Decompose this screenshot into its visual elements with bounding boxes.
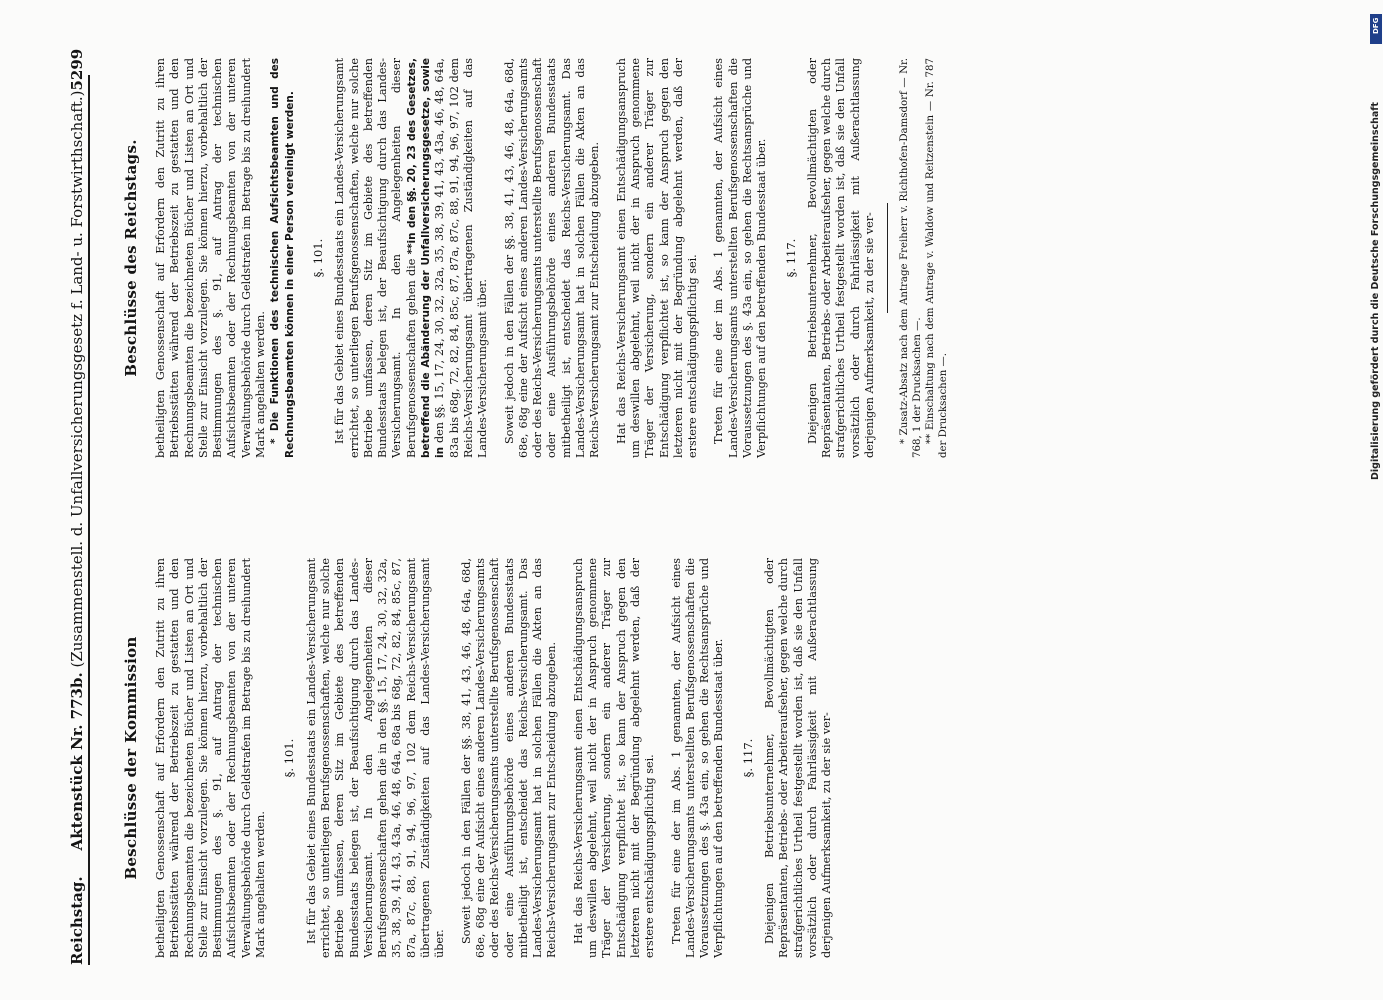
- commission-body: [154, 558, 834, 958]
- footnote-rule: [887, 203, 888, 313]
- page-number: 5299: [68, 48, 86, 91]
- commission-section-117: §. 117.: [740, 738, 755, 778]
- reichstag-para-4: Hat das Reichs-Versicherungsamt einen Entschädigungsanspruch um deswillen abgelehnt, weil nicht der in Anspruch genommene Träger der Versicherung, sondern ein anderer Träger zur Entschädigung verpflichtet ist, so kann der Anspruch gegen den letzteren nicht mit der Begründung abgelehnt werden, daß der erstere entschädigungspflichtig sei.: [614, 58, 700, 458]
- reichstag-para-1-bold: * Die Funktionen des technischen Aufsichtsbeamten und des Rechnungsbeamten können in einer Person vereinigt werden.: [269, 58, 296, 458]
- digitization-credit: Digitalisierung gefördert durch die Deutsche Forschungsgemeinschaft: [1370, 102, 1381, 480]
- reichstag-body: [154, 58, 950, 458]
- reichstag-para-5: Treten für eine der im Abs. 1 genannten, der Aufsicht eines Landes-Versicherungsamts unterstellten Berufsgenossenschaften die Voraussetzungen des §. 43a ein, so gehen die Rechtsansprüche und Verpflichtungen auf den betreffenden Bundesstaat über.: [712, 58, 769, 458]
- commission-para-2: Ist für das Gebiet eines Bundesstaats ein Landes-Versicherungsamt errichtet, so unterliegen Berufsgenossenschaften, welche nur solche Betriebe umfassen, deren Sitz im Gebiete des betreffenden Bundesstaats belegen ist, der Beaufsichtigung durch das Landes-Versicherungsamt. In den Angelegenheiten dieser Berufsgenossenschaften gehen die in den §§. 15, 17, 24, 30, 32, 32a, 35, 38, 39, 41, 43, 43a, 46, 48, 64a, 68a bis 68g, 72, 82, 84, 85c, 87, 87a, 87c, 88, 91, 94, 96, 97, 102 dem Reichs-Versicherungsamt übertragenen Zuständigkeiten auf das Landes-Versicherungsamt über.: [304, 558, 447, 958]
- header-reichstag: Reichstag.: [68, 876, 86, 965]
- footnote-2: ** Einschaltung nach dem Antrage v. Waldow und Reitzenstein — Nr. 787 der Drucksachen —.: [925, 58, 950, 458]
- reichstag-section-117: §. 117.: [783, 238, 798, 278]
- header-rule: [88, 75, 90, 965]
- page-header: [68, 48, 90, 965]
- commission-para-5: Treten für eine der im Abs. 1 genannten, der Aufsicht eines Landes-Versicherungsamts unterstellten Berufsgenossenschaften die Voraussetzungen des §. 43a ein, so gehen die Rechtsansprüche und Verpflichtungen auf den betreffenden Bundesstaat über.: [669, 558, 726, 958]
- reichstag-para-1: betheiligten Genossenschaft auf Erfordern den Zutritt zu ihren Betriebsstätten während der Betriebszeit zu gestatten und den Rechnungsbeamten die bezeichneten Bücher und Listen an Ort und Stelle zur Einsicht vorzulegen. Sie können hierzu, vorbehaltlich der Bestimmungen des §. 91, auf Antrag der technischen Aufsichtsbeamten oder der Rechnungsbeamten von der unteren Verwaltungsbehörde durch Geldstrafen im Betrage bis zu dreihundert Mark angehalten werden.: [154, 58, 268, 458]
- document-subtitle: (Zusammenstell. d. Unfallversicherungsgesetz f. Land- u. Forstwirthschaft.): [68, 90, 86, 668]
- reichstag-section-101: §. 101.: [310, 238, 325, 278]
- commission-para-4: Hat das Reichs-Versicherungsamt einen Entschädigungsanspruch um deswillen abgelehnt, weil nicht der in Anspruch genommene Träger der Versicherung, sondern ein anderer Träger zur Entschädigung verpflichtet ist, so kann der Anspruch gegen den letzteren nicht mit der Begründung abgelehnt werden, daß der erstere entschädigungspflichtig sei.: [571, 558, 657, 958]
- document-number: Aktenstück Nr. 773b.: [68, 672, 86, 851]
- dfg-logo: DFG: [1370, 14, 1382, 44]
- reichstag-title: Beschlüsse des Reichstags.: [122, 139, 140, 377]
- column-commission: [110, 558, 834, 958]
- reichstag-para-6: Diejenigen Betriebsunternehmer, Bevollmächtigten oder Repräsentanten, Betriebs- oder Arbeiteraufseher, gegen welche durch strafgerichtliches Urtheil festgestellt worden ist, daß sie den Unfall vorsätzlich oder durch Fahrlässigkeit mit Außerachtlassung derjenigen Aufmerksamkeit, zu der sie ver-: [805, 58, 877, 458]
- footnote-1: * Zusatz-Absatz nach dem Antrage Freiherr v. Richthofen-Damsdorf — Nr. 768, 1 der Drucksachen —.: [899, 58, 924, 458]
- column-reichstag: [110, 58, 950, 458]
- header-document: [68, 91, 86, 851]
- reichstag-para-3: Soweit jedoch in den Fällen der §§. 38, 41, 43, 46, 48, 64a, 68d, 68e, 68g eine der Aufsicht eines anderen Landes-Versicherungsamts oder des Reichs-Versicherungsamts unterstellte Berufsgenossenschaft oder eine Ausführungsbehörde eines anderen Bundesstaats mitbetheiligt ist, entscheidet das Reichs-Versicherungsamt. Das Landes-Versicherungsamt hat in solchen Fällen die Akten an das Reichs-Versicherungsamt zur Entscheidung abzugeben.: [502, 58, 602, 458]
- commission-para-6: Diejenigen Betriebsunternehmer, Bevollmächtigten oder Repräsentanten, Betriebs- oder Arbeiteraufseher, gegen welche durch strafgerichtliches Urtheil festgestellt worden ist, daß sie den Unfall vorsätzlich oder durch Fahrlässigkeit mit Außerachtlassung derjenigen Aufmerksamkeit, zu der sie ver-: [762, 558, 834, 958]
- reichstag-para-2: Ist für das Gebiet eines Bundesstaats ein Landes-Versicherungsamt errichtet, so unterliegen Berufsgenossenschaften, welche nur solche Betriebe umfassen, deren Sitz im Gebiete des betreffenden Bundesstaats belegen ist, der Beaufsichtigung durch das Landes-Versicherungsamt. In den Angelegenheiten dieser Berufsgenossenschaften gehen die **in den §§. 20, 23 des Gesetzes, betreffend die Abänderung der Unfallversicherungsgesetze, sowie in den §§. 15, 17, 24, 30, 32, 32a, 35, 38, 39, 41, 43, 43a, 46, 48, 64a, 83a bis 68g, 72, 82, 84, 85c, 87, 87a, 87c, 88, 91, 94, 96, 97, 102 dem Reichs-Versicherungsamt übertragenen Zuständigkeiten auf das Landes-Versicherungsamt über.: [333, 58, 490, 458]
- commission-para-3: Soweit jedoch in den Fällen der §§. 38, 41, 43, 46, 48, 64a, 68d, 68e, 68g eine der Aufsicht eines anderen Landes-Versicherungsamts oder des Reichs-Versicherungsamts unterstellte Berufsgenossenschaft oder eine Ausführungsbehörde eines anderen Bundesstaats mitbetheiligt ist, entscheidet das Reichs-Versicherungsamt. Das Landes-Versicherungsamt hat in solchen Fällen die Akten an das Reichs-Versicherungsamt zur Entscheidung abzugeben.: [459, 558, 559, 958]
- commission-section-101: §. 101.: [282, 738, 297, 778]
- commission-para-1: betheiligten Genossenschaft auf Erfordern den Zutritt zu ihren Betriebsstätten während der Betriebszeit zu gestatten und den Rechnungsbeamten die bezeichneten Bücher und Listen an Ort und Stelle zur Einsicht vorzulegen. Sie können hierzu, vorbehaltlich der Bestimmungen des §. 91, auf Antrag der technischen Aufsichtsbeamten oder der Rechnungsbeamten von der unteren Verwaltungsbehörde durch Geldstrafen im Betrage bis zu dreihundert Mark angehalten werden.: [154, 558, 268, 958]
- commission-title: Beschlüsse der Kommission: [122, 636, 140, 880]
